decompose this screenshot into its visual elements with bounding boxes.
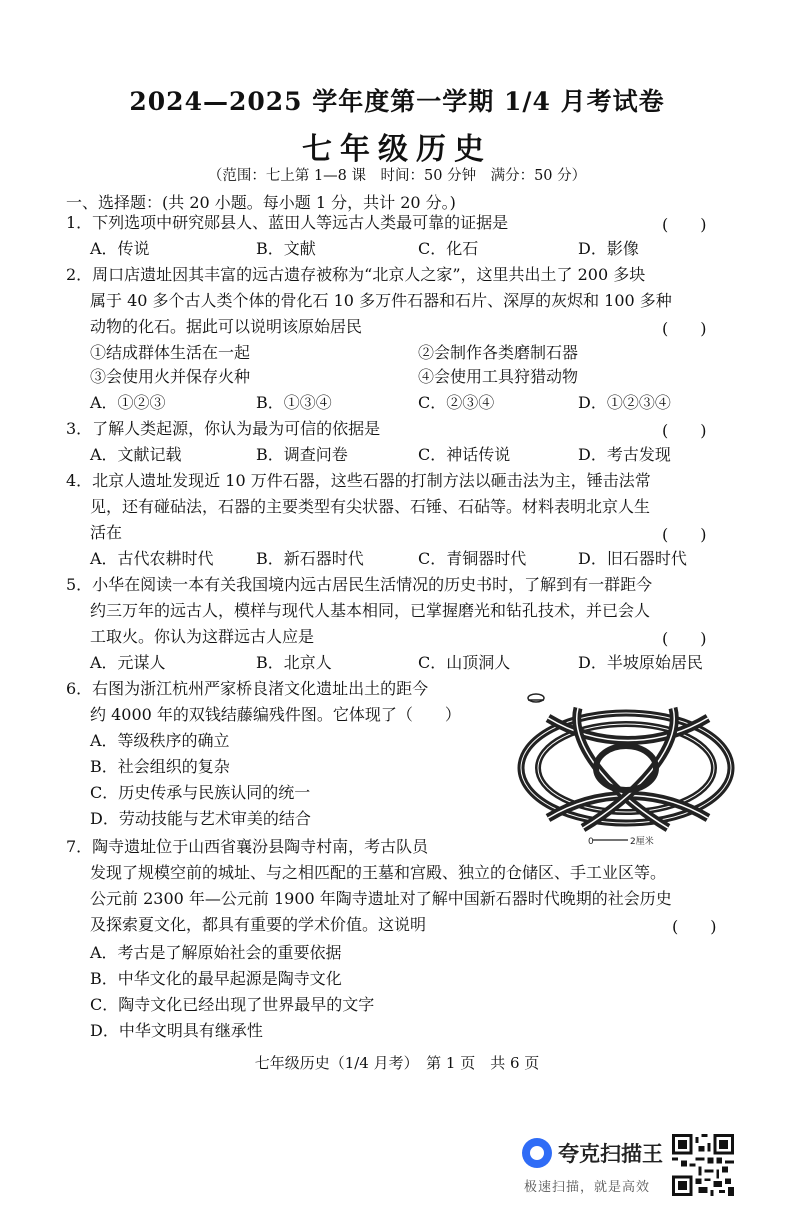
question-2-text: 属于 40 多个古人类个体的骨化石 10 多万件石器和石片、深厚的灰烬和 100 多种 <box>90 291 672 310</box>
question-7-text: 发现了规模空前的城址、与之相匹配的王墓和宫殿、独立的仓储区、手工业区等。 <box>90 863 667 882</box>
question-5-option-c: C．山顶洞人 <box>418 653 511 672</box>
question-7-text: 公元前 2300 年—公元前 1900 年陶寺遗址对了解中国新石器时代晚期的社会历史 <box>90 889 672 908</box>
exam-scope: （范围：七上第 1—8 课 时间：50 分钟 满分：50 分） <box>207 168 587 184</box>
scanner-brand: 夸克扫描王 <box>558 1142 663 1166</box>
answer-bracket: ( ) <box>672 917 717 936</box>
scanner-slogan: 极速扫描，就是高效 <box>524 1180 651 1195</box>
answer-bracket: ( ) <box>662 525 707 544</box>
question-5-text: 约三万年的远古人，模样与现代人基本相同，已掌握磨光和钻孔技术，并已会人 <box>90 601 651 620</box>
scanner-logo-icon <box>522 1138 552 1168</box>
question-2-statement: ①结成群体生活在一起 <box>90 343 251 362</box>
question-4-option-b: B．新石器时代 <box>256 549 364 568</box>
answer-bracket: ( ) <box>662 421 707 440</box>
question-5-option-b: B．北京人 <box>256 653 332 672</box>
question-2-option-a: A．①②③ <box>90 393 166 412</box>
question-3-option-a: A．文献记载 <box>90 445 182 464</box>
question-7-option-a: A．考古是了解原始社会的重要依据 <box>90 943 342 962</box>
qr-code-icon <box>672 1134 734 1196</box>
question-3-option-d: D．考古发现 <box>578 445 671 464</box>
question-4-text: 4．北京人遗址发现近 10 万件石器，这些石器的打制方法以砸击法为主，锤击法常 <box>66 471 651 490</box>
question-3-option-b: B．调查问卷 <box>256 445 348 464</box>
question-3-option-c: C．神话传说 <box>418 445 511 464</box>
question-7-option-b: B．中华文化的最早起源是陶寺文化 <box>90 969 342 988</box>
question-5-text: 工取火。你认为这群远古人应是 <box>90 627 315 646</box>
page-footer: 七年级历史（1/4 月考） 第 1 页 共 6 页 <box>254 1054 540 1072</box>
question-6-text: 约 4000 年的双钱结藤编残件图。它体现了（ ） <box>90 705 461 724</box>
question-5-option-d: D．半坡原始居民 <box>578 653 703 672</box>
question-1-option-b: B．文献 <box>256 239 316 258</box>
question-6-option-a: A．等级秩序的确立 <box>90 731 230 750</box>
question-6-text: 6．右图为浙江杭州严家桥良渚文化遗址出土的距今 <box>66 679 429 698</box>
section-heading: 一、选择题：(共 20 小题。每小题 1 分，共计 20 分。) <box>66 193 456 212</box>
question-6-option-b: B．社会组织的复杂 <box>90 757 230 776</box>
question-3-text: 3．了解人类起源，你认为最为可信的依据是 <box>66 419 381 438</box>
question-4-option-a: A．古代农耕时代 <box>90 549 214 568</box>
question-2-statement: ③会使用火并保存火种 <box>90 367 251 386</box>
question-1-text: 1．下列选项中研究郧县人、蓝田人等远古人类最可靠的证据是 <box>66 213 509 232</box>
question-2-option-c: C．②③④ <box>418 393 495 412</box>
question-6-option-d: D．劳动技能与艺术审美的结合 <box>90 809 311 828</box>
question-2-option-b: B．①③④ <box>256 393 332 412</box>
question-2-statement: ④会使用工具狩猎动物 <box>418 367 579 386</box>
question-1-option-c: C．化石 <box>418 239 479 258</box>
question-7-text: 7．陶寺遗址位于山西省襄汾县陶寺村南，考古队员 <box>66 837 429 856</box>
question-5-text: 5．小华在阅读一本有关我国境内远古居民生活情况的历史书时，了解到有一群距今 <box>66 575 653 594</box>
scale-zero: 0 <box>588 837 594 847</box>
answer-bracket: ( ) <box>662 319 707 338</box>
question-4-option-d: D．旧石器时代 <box>578 549 687 568</box>
question-6-option-c: C．历史传承与民族认同的统一 <box>90 783 311 802</box>
question-4-text: 活在 <box>90 523 123 542</box>
answer-bracket: ( ) <box>662 629 707 648</box>
subject-title: 七年级历史 <box>302 132 492 167</box>
question-7-option-c: C．陶寺文化已经出现了世界最早的文字 <box>90 995 375 1014</box>
exam-title: 2024—2025 学年度第一学期 1/4 月考试卷 <box>129 87 665 116</box>
answer-bracket: ( ) <box>662 215 707 234</box>
question-2-text: 动物的化石。据此可以说明该原始居民 <box>90 317 363 336</box>
question-1-option-d: D．影像 <box>578 239 639 258</box>
question-2-statement: ②会制作各类磨制石器 <box>418 343 579 362</box>
question-4-text: 见，还有碰砧法，石器的主要类型有尖状器、石锤、石砧等。材料表明北京人生 <box>90 497 651 516</box>
question-2-text: 2．周口店遗址因其丰富的远古遗存被称为“北京人之家”，这里共出土了 200 多块 <box>66 265 646 284</box>
question-2-option-d: D．①②③④ <box>578 393 671 412</box>
scale-label: 2厘米 <box>630 837 654 847</box>
rattan-knot-figure <box>508 688 738 848</box>
scanner-watermark <box>522 1134 772 1204</box>
question-7-text: 及探索夏文化，都具有重要的学术价值。这说明 <box>90 915 427 934</box>
question-7-option-d: D．中华文明具有继承性 <box>90 1021 263 1040</box>
question-5-option-a: A．元谋人 <box>90 653 166 672</box>
question-1-option-a: A．传说 <box>90 239 150 258</box>
question-4-option-c: C．青铜器时代 <box>418 549 527 568</box>
